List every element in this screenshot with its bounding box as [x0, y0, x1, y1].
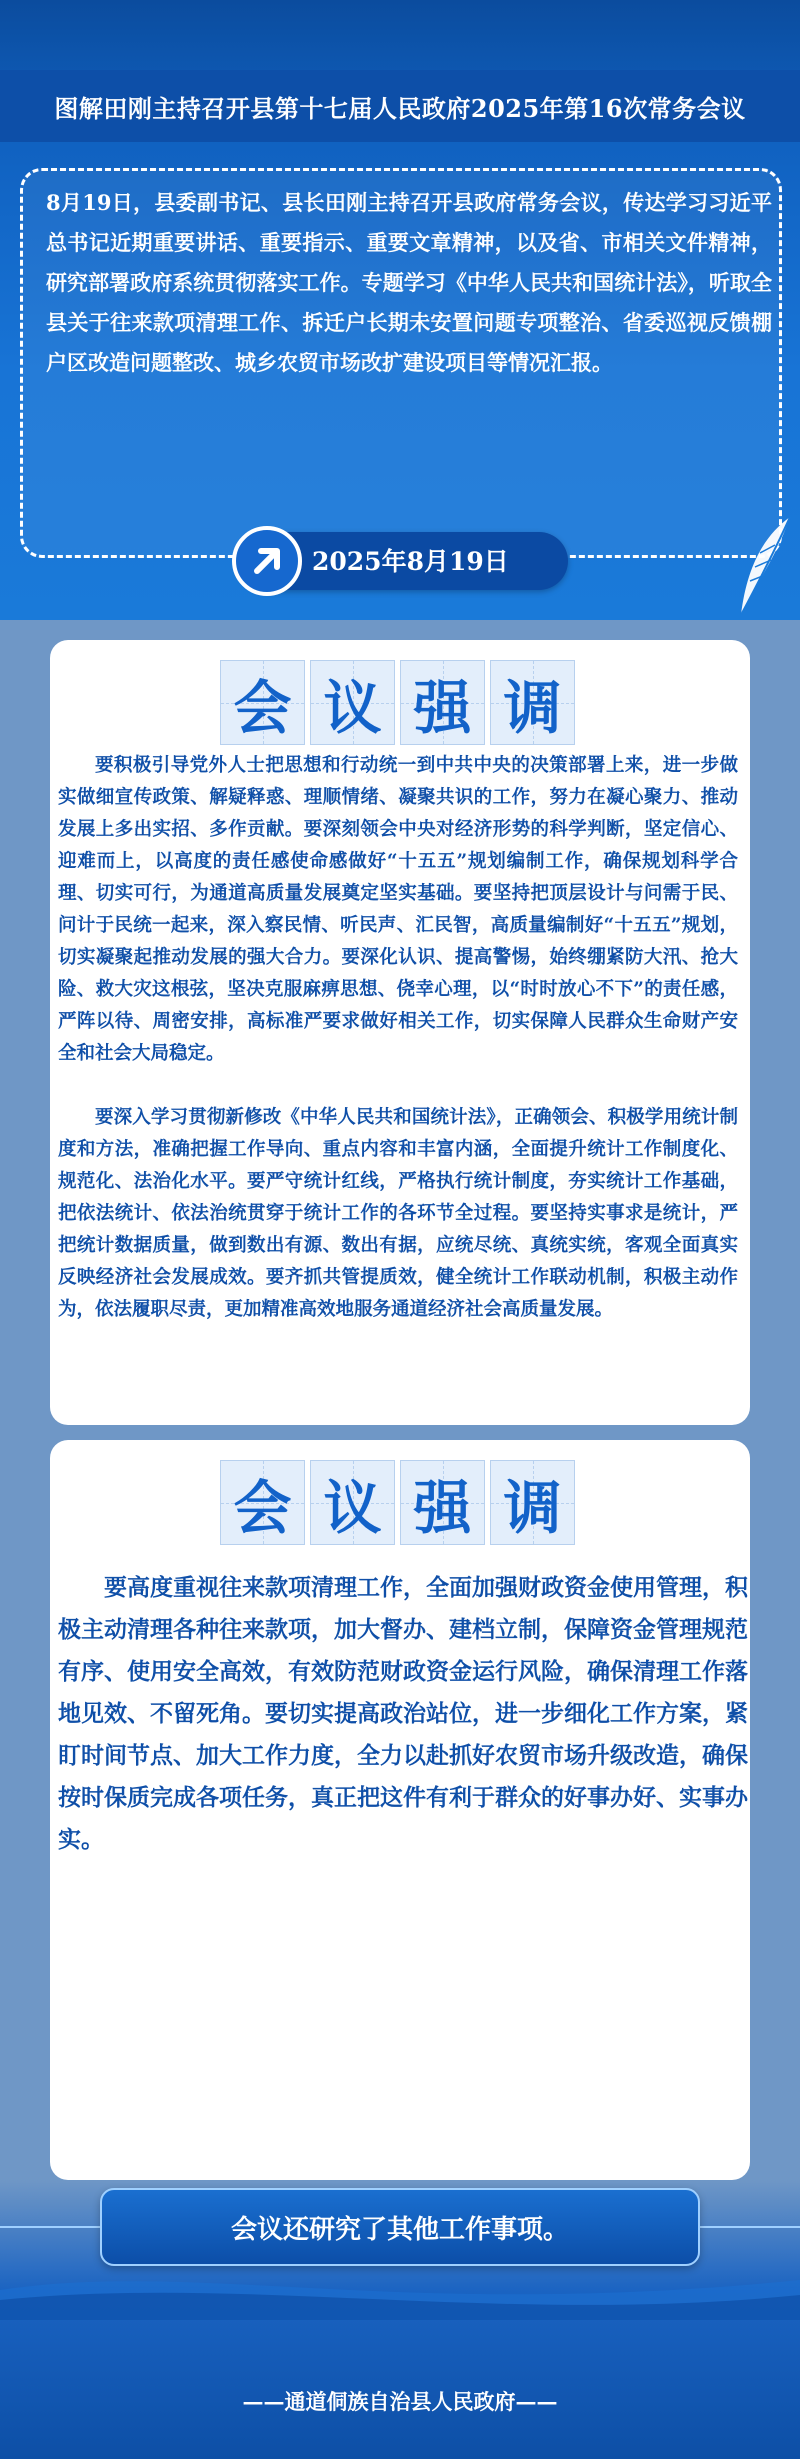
closing-banner	[100, 2188, 700, 2266]
section1-paragraph-1: 要积极引导党外人士把思想和行动统一到中共中央的决策部署上来，进一步做实做细宣传政策、解疑释惑、理顺情绪、凝聚共识的工作，努力在凝心聚力、推动发展上多出实招、多作贡献。要深刻领会中央对经济形势的科学判断，坚定信心、迎难而上，以高度的责任感使命感做好“十五五”规划编制工作，确保规划科学合理、切实可行，为通道高质量发展奠定坚实基础。要坚持把顶层设计与问需于民、问计于民统一起来，深入察民情、听民声、汇民智，高质量编制好“十五五”规划，切实凝聚起推动发展的强大合力。要深化认识、提高警惕，始终绷紧防大汛、抢大险、救大灾这根弦，坚决克服麻痹思想、侥幸心理，以“时时放心不下”的责任感，严阵以待、周密安排，高标准严要求做好相关工作，切实保障人民群众生命财产安全和社会大局稳定。	[58, 755, 738, 1064]
emphasis-char: 会	[220, 660, 305, 745]
meeting-date: 2025年8月19日	[312, 547, 509, 576]
emphasis-char: 议	[310, 1460, 395, 1545]
emphasis-char: 调	[490, 1460, 575, 1545]
banner-left-line	[0, 2226, 105, 2228]
wave-decoration	[0, 2260, 800, 2320]
quill-feather-icon	[735, 515, 795, 625]
footer-signature: ——通道侗族自治县人民政府——	[242, 2389, 558, 2414]
banner-right-line	[695, 2226, 800, 2228]
title-bar	[0, 70, 800, 142]
banner-text: 会议还研究了其他工作事项。	[230, 2214, 569, 2245]
emphasis-char: 议	[310, 660, 395, 745]
summary-text: 8月19日，县委副书记、县长田刚主持召开县政府常务会议，传达学习习近平总书记近期重要讲话、重要指示、重要文章精神，以及省、市相关文件精神，研究部署政府系统贯彻落实工作。专题学习《中华人民共和国统计法》，听取全县关于往来款项清理工作、拆迁户长期未安置问题专项整治、省委巡视反馈棚户区改造问题整改、城乡农贸市场改扩建设项目等情况汇报。	[46, 190, 772, 375]
emphasis-char: 强	[400, 1460, 485, 1545]
emphasis-char: 调	[490, 660, 575, 745]
page-title: 图解田刚主持召开县第十七届人民政府2025年第16次常务会议	[54, 93, 746, 123]
emphasis-heading-2	[220, 1460, 575, 1545]
emphasis-char: 强	[400, 660, 485, 745]
emphasis-heading-1	[220, 660, 575, 745]
emphasis-char: 会	[220, 1460, 305, 1545]
section2-paragraph-1: 要高度重视往来款项清理工作，全面加强财政资金使用管理，积极主动清理各种往来款项，加大督办、建档立制，保障资金管理规范有序、使用安全高效，有效防范财政资金运行风险，确保清理工作落地见效、不留死角。要切实提高政治站位，进一步细化工作方案，紧盯时间节点、加大工作力度，全力以赴抓好农贸市场升级改造，确保按时保质完成各项任务，真正把这件有利于群众的好事办好、实事办实。	[58, 1574, 748, 1853]
section1-paragraph-2: 要深入学习贯彻新修改《中华人民共和国统计法》，正确领会、积极学用统计制度和方法，准确把握工作导向、重点内容和丰富内涵，全面提升统计工作制度化、规范化、法治化水平。要严守统计红线，严格执行统计制度，夯实统计工作基础，把依法统计、依法治统贯穿于统计工作的各环节全过程。要坚持实事求是统计，严把统计数据质量，做到数出有源、数出有据，应统尽统、真统实统，客观全面真实反映经济社会发展成效。要齐抓共管提质效，健全统计工作联动机制，积极主动作为，依法履职尽责，更加精准高效地服务通道经济社会高质量发展。	[58, 1107, 738, 1320]
arrow-up-right-icon	[232, 526, 302, 596]
